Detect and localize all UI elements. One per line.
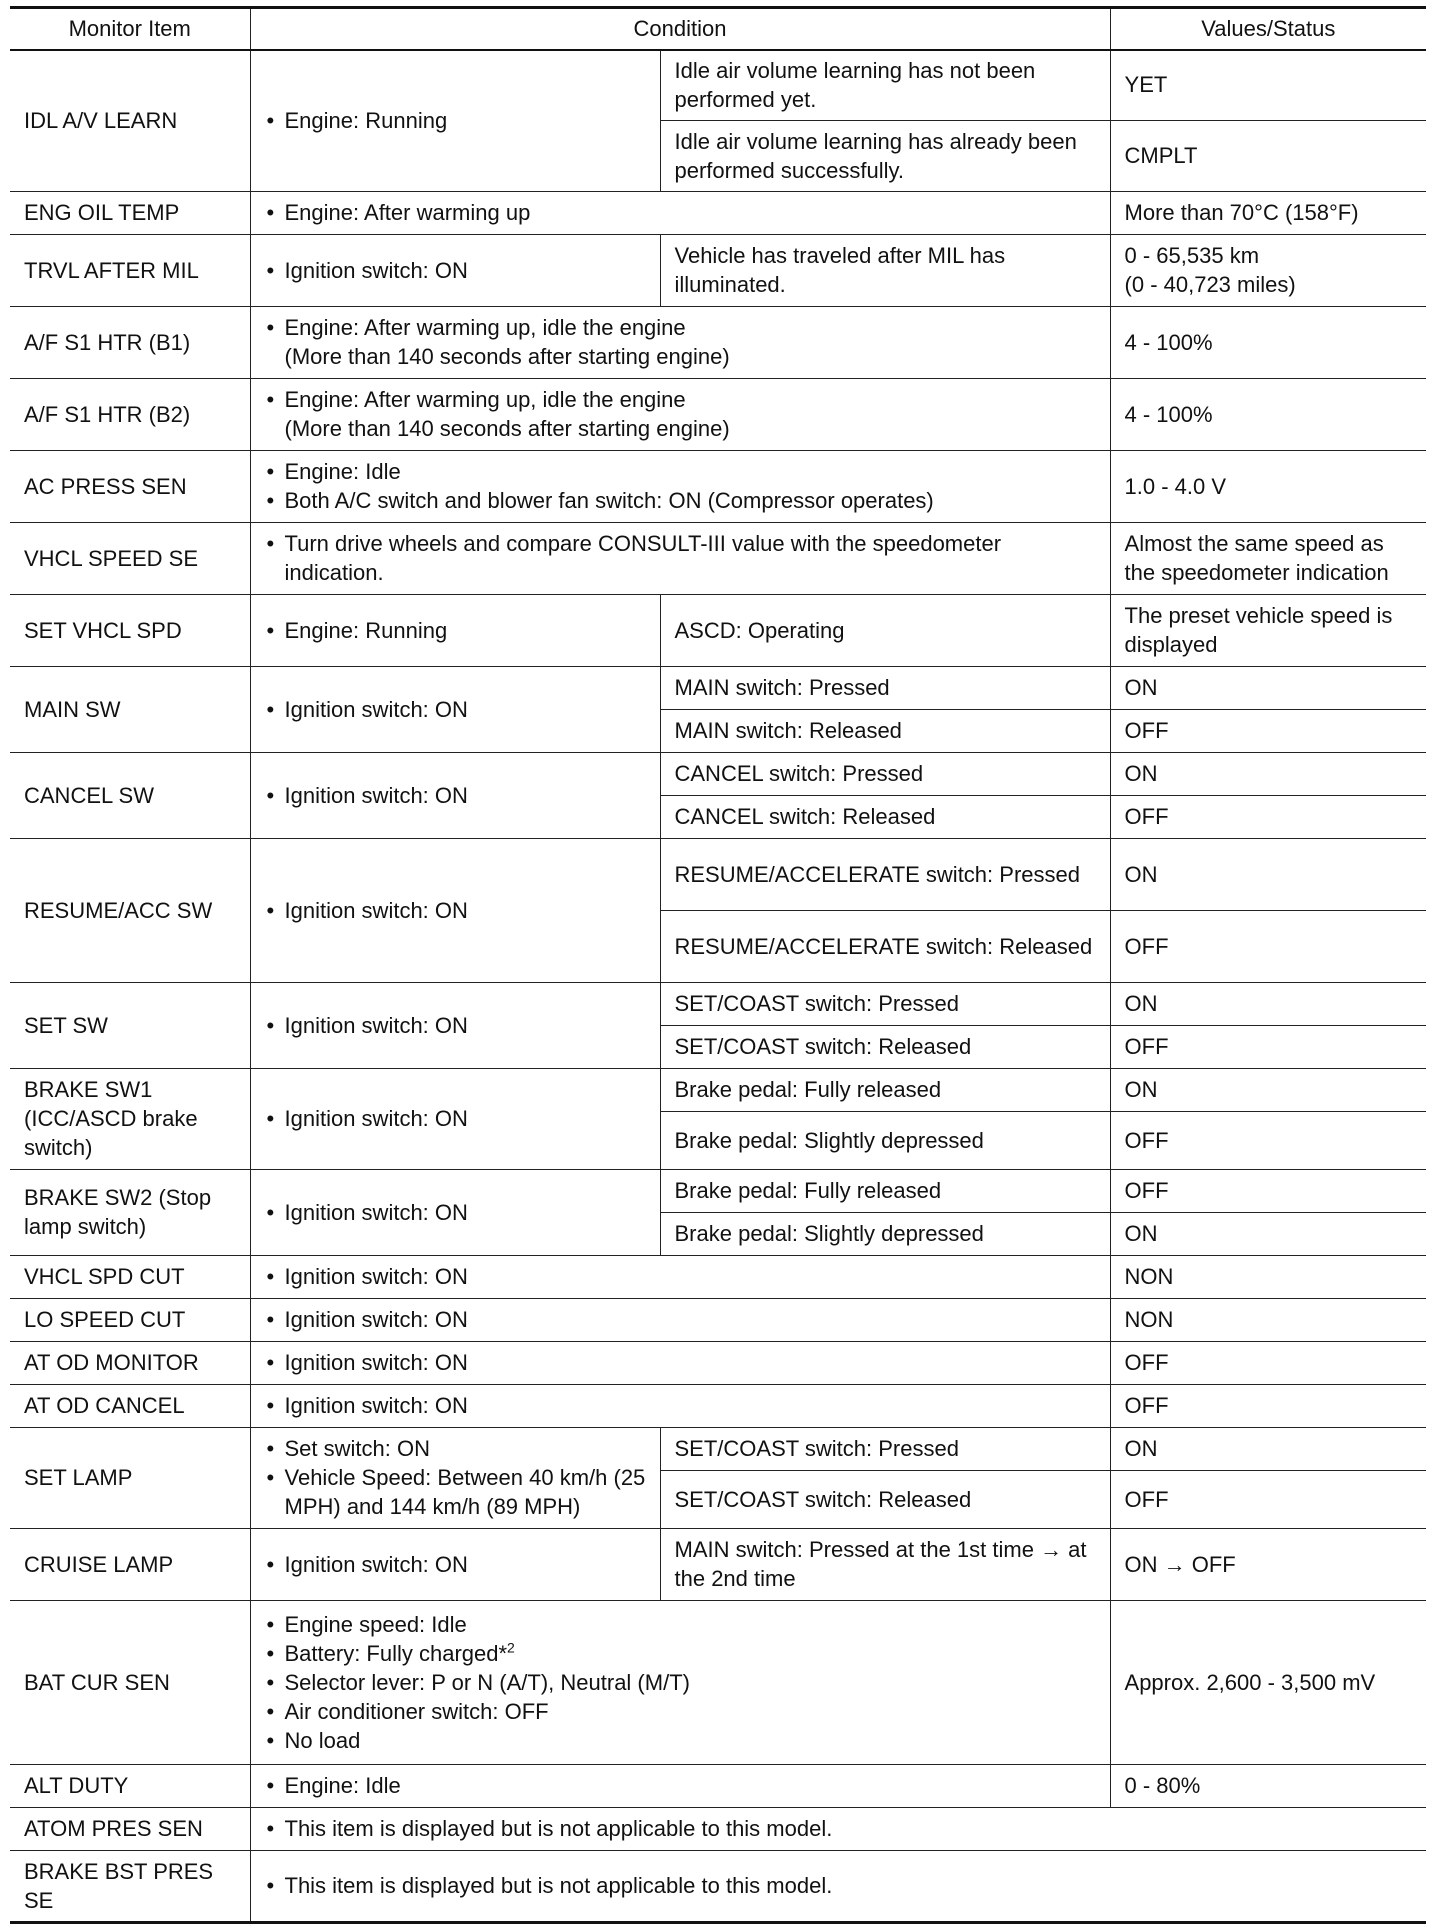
condition-cell	[250, 1069, 660, 1170]
value-cell: 1.0 - 4.0 V	[1110, 451, 1426, 523]
condition-cell	[250, 1765, 1110, 1808]
monitor-item-cell: SET VHCL SPD	[10, 595, 250, 667]
condition-bullet: • Engine: After warming up	[265, 198, 1096, 227]
monitor-item-cell: SET SW	[10, 983, 250, 1069]
table-row	[10, 1808, 1426, 1851]
condition-bullet: • No load	[265, 1726, 1096, 1755]
value-cell	[1110, 235, 1426, 307]
condition-cell	[250, 379, 1110, 451]
condition-cell	[250, 983, 660, 1069]
sub-condition-cell: ASCD: Operating	[660, 595, 1110, 667]
condition-bullet: • Ignition switch: ON	[265, 1305, 1096, 1334]
condition-cell	[250, 1851, 1426, 1923]
value-cell: NON	[1110, 1256, 1426, 1299]
monitor-item-cell: CANCEL SW	[10, 753, 250, 839]
monitor-item-cell: A/F S1 HTR (B1)	[10, 307, 250, 379]
condition-line: (More than 140 seconds after starting engine)	[284, 416, 730, 441]
monitor-item-cell: A/F S1 HTR (B2)	[10, 379, 250, 451]
table-row	[10, 1601, 1426, 1765]
table-row	[10, 1765, 1426, 1808]
condition-bullet: • Engine: Idle	[265, 457, 1096, 486]
condition-bullet: • This item is displayed but is not applicable to this model.	[265, 1871, 1413, 1900]
value-cell: ON	[1110, 1428, 1426, 1471]
condition-bullet: • Ignition switch: ON	[265, 256, 646, 285]
condition-cell	[250, 595, 660, 667]
sub-condition-cell: Brake pedal: Fully released	[660, 1170, 1110, 1213]
condition-cell	[250, 1256, 1110, 1299]
value-cell: ON	[1110, 983, 1426, 1026]
value-cell: Approx. 2,600 - 3,500 mV	[1110, 1601, 1426, 1765]
condition-bullet: • Ignition switch: ON	[265, 1262, 1096, 1291]
condition-bullet	[265, 313, 1096, 371]
condition-bullet: • Ignition switch: ON	[265, 1348, 1096, 1377]
table-row	[10, 1385, 1426, 1428]
condition-bullet	[265, 385, 1096, 443]
table-row	[10, 523, 1426, 595]
table-row	[10, 1170, 1426, 1213]
value-cell: OFF	[1110, 1342, 1426, 1385]
condition-bullet: • Engine: Idle	[265, 1771, 1096, 1800]
value-cell: OFF	[1110, 911, 1426, 983]
monitor-item-cell: RESUME/ACC SW	[10, 839, 250, 983]
sub-condition-cell: MAIN switch: Pressed at the 1st time → at the 2nd time	[660, 1529, 1110, 1601]
condition-bullet: • Engine: Running	[265, 106, 646, 135]
value-cell: The preset vehicle speed is displayed	[1110, 595, 1426, 667]
value-cell: ON → OFF	[1110, 1529, 1426, 1601]
condition-cell	[250, 307, 1110, 379]
value-cell: OFF	[1110, 1026, 1426, 1069]
table-row	[10, 379, 1426, 451]
value-cell: YET	[1110, 50, 1426, 121]
table-row	[10, 1342, 1426, 1385]
value-cell: ON	[1110, 753, 1426, 796]
sub-condition-cell: Brake pedal: Fully released	[660, 1069, 1110, 1112]
condition-bullet: • Engine speed: Idle	[265, 1610, 1096, 1639]
value-cell: ON	[1110, 1069, 1426, 1112]
monitor-item-table-page	[10, 6, 1426, 1924]
condition-cell	[250, 50, 660, 192]
condition-bullet: • Ignition switch: ON	[265, 695, 646, 724]
condition-cell	[250, 1170, 660, 1256]
header-condition: Condition	[250, 8, 1110, 50]
monitor-item-table	[10, 6, 1426, 1924]
table-header-row	[10, 8, 1426, 50]
monitor-item-cell: MAIN SW	[10, 667, 250, 753]
table-row	[10, 1069, 1426, 1112]
value-line: 0 - 65,535 km	[1124, 243, 1260, 268]
header-values-status: Values/Status	[1110, 8, 1426, 50]
value-cell: OFF	[1110, 1170, 1426, 1213]
table-row	[10, 307, 1426, 379]
table-row	[10, 451, 1426, 523]
sub-condition-cell: SET/COAST switch: Pressed	[660, 1428, 1110, 1471]
monitor-item-cell: CRUISE LAMP	[10, 1529, 250, 1601]
value-cell: ON	[1110, 667, 1426, 710]
table-row	[10, 1428, 1426, 1471]
condition-cell	[250, 1808, 1426, 1851]
condition-cell	[250, 1342, 1110, 1385]
condition-bullet: • Set switch: ON	[265, 1434, 646, 1463]
sub-condition-cell: MAIN switch: Pressed	[660, 667, 1110, 710]
value-cell: OFF	[1110, 1471, 1426, 1529]
value-cell: CMPLT	[1110, 121, 1426, 192]
monitor-item-cell: AT OD CANCEL	[10, 1385, 250, 1428]
condition-cell	[250, 1601, 1110, 1765]
monitor-item-cell: SET LAMP	[10, 1428, 250, 1529]
condition-line: • Engine: After warming up, idle the engine	[284, 315, 686, 340]
monitor-item-cell: ATOM PRES SEN	[10, 1808, 250, 1851]
condition-cell	[250, 1299, 1110, 1342]
condition-bullet: • Both A/C switch and blower fan switch: ON (Compressor operates)	[265, 486, 1096, 515]
sub-condition-cell: RESUME/ACCELERATE switch: Pressed	[660, 839, 1110, 911]
value-cell: OFF	[1110, 1112, 1426, 1170]
sub-condition-cell: SET/COAST switch: Pressed	[660, 983, 1110, 1026]
condition-cell	[250, 667, 660, 753]
sub-condition-cell: Brake pedal: Slightly depressed	[660, 1112, 1110, 1170]
condition-bullet: • Ignition switch: ON	[265, 1550, 646, 1579]
condition-cell	[250, 451, 1110, 523]
sub-condition-cell: Brake pedal: Slightly depressed	[660, 1213, 1110, 1256]
value-cell: OFF	[1110, 710, 1426, 753]
monitor-item-cell: ALT DUTY	[10, 1765, 250, 1808]
table-row	[10, 983, 1426, 1026]
table-row	[10, 595, 1426, 667]
table-row	[10, 1299, 1426, 1342]
table-row	[10, 50, 1426, 121]
monitor-item-cell: AT OD MONITOR	[10, 1342, 250, 1385]
monitor-item-cell: VHCL SPEED SE	[10, 523, 250, 595]
condition-bullet: • Selector lever: P or N (A/T), Neutral (M/T)	[265, 1668, 1096, 1697]
table-row	[10, 1529, 1426, 1601]
sub-condition-cell: MAIN switch: Released	[660, 710, 1110, 753]
value-cell: ON	[1110, 1213, 1426, 1256]
table-row	[10, 1851, 1426, 1923]
condition-cell	[250, 1385, 1110, 1428]
condition-bullet: • Vehicle Speed: Between 40 km/h (25 MPH) and 144 km/h (89 MPH)	[265, 1463, 646, 1521]
monitor-item-cell: VHCL SPD CUT	[10, 1256, 250, 1299]
condition-bullet: • Turn drive wheels and compare CONSULT-III value with the speedometer indication.	[265, 529, 1096, 587]
sub-condition-cell: Vehicle has traveled after MIL has illuminated.	[660, 235, 1110, 307]
condition-text: Battery: Fully charged*	[284, 1640, 508, 1666]
condition-bullet: • Engine: Running	[265, 616, 646, 645]
monitor-item-cell: BRAKE SW2 (Stop lamp switch)	[10, 1170, 250, 1256]
condition-cell	[250, 1529, 660, 1601]
footnote-superscript: 2	[507, 1639, 515, 1656]
monitor-item-cell: BRAKE BST PRES SE	[10, 1851, 250, 1923]
condition-cell	[250, 235, 660, 307]
value-cell: ON	[1110, 839, 1426, 911]
condition-bullet: • This item is displayed but is not applicable to this model.	[265, 1814, 1413, 1843]
monitor-item-cell: BAT CUR SEN	[10, 1601, 250, 1765]
condition-bullet: • Ignition switch: ON	[265, 1011, 646, 1040]
sub-condition-cell: Idle air volume learning has not been performed yet.	[660, 50, 1110, 121]
condition-bullet	[265, 1639, 1096, 1668]
condition-bullet: • Ignition switch: ON	[265, 896, 646, 925]
table-row	[10, 1256, 1426, 1299]
sub-condition-cell: CANCEL switch: Pressed	[660, 753, 1110, 796]
value-cell: Almost the same speed as the speedometer indication	[1110, 523, 1426, 595]
value-cell: 4 - 100%	[1110, 379, 1426, 451]
header-monitor-item: Monitor Item	[10, 8, 250, 50]
condition-bullet: • Ignition switch: ON	[265, 1391, 1096, 1420]
sub-condition-cell: CANCEL switch: Released	[660, 796, 1110, 839]
value-cell: OFF	[1110, 796, 1426, 839]
condition-cell	[250, 1428, 660, 1529]
condition-bullet: • Ignition switch: ON	[265, 1104, 646, 1133]
table-row	[10, 839, 1426, 911]
table-row	[10, 235, 1426, 307]
condition-bullet: • Air conditioner switch: OFF	[265, 1697, 1096, 1726]
condition-cell	[250, 753, 660, 839]
monitor-item-cell: AC PRESS SEN	[10, 451, 250, 523]
sub-condition-cell: SET/COAST switch: Released	[660, 1471, 1110, 1529]
value-cell: OFF	[1110, 1385, 1426, 1428]
monitor-item-cell: LO SPEED CUT	[10, 1299, 250, 1342]
value-cell: 4 - 100%	[1110, 307, 1426, 379]
monitor-item-cell: TRVL AFTER MIL	[10, 235, 250, 307]
table-row	[10, 667, 1426, 710]
table-row	[10, 192, 1426, 235]
sub-condition-cell: SET/COAST switch: Released	[660, 1026, 1110, 1069]
condition-bullet: • Ignition switch: ON	[265, 781, 646, 810]
condition-bullet: • Ignition switch: ON	[265, 1198, 646, 1227]
value-cell: More than 70°C (158°F)	[1110, 192, 1426, 235]
sub-condition-cell: Idle air volume learning has already been performed successfully.	[660, 121, 1110, 192]
monitor-item-cell: BRAKE SW1 (ICC/ASCD brake switch)	[10, 1069, 250, 1170]
table-row	[10, 753, 1426, 796]
condition-cell	[250, 523, 1110, 595]
sub-condition-cell: RESUME/ACCELERATE switch: Released	[660, 911, 1110, 983]
condition-line: (More than 140 seconds after starting engine)	[284, 344, 730, 369]
condition-cell	[250, 192, 1110, 235]
value-cell: 0 - 80%	[1110, 1765, 1426, 1808]
condition-line: • Engine: After warming up, idle the engine	[284, 387, 686, 412]
monitor-item-cell: IDL A/V LEARN	[10, 50, 250, 192]
value-cell: NON	[1110, 1299, 1426, 1342]
value-line: (0 - 40,723 miles)	[1124, 272, 1296, 297]
monitor-item-cell: ENG OIL TEMP	[10, 192, 250, 235]
condition-cell	[250, 839, 660, 983]
